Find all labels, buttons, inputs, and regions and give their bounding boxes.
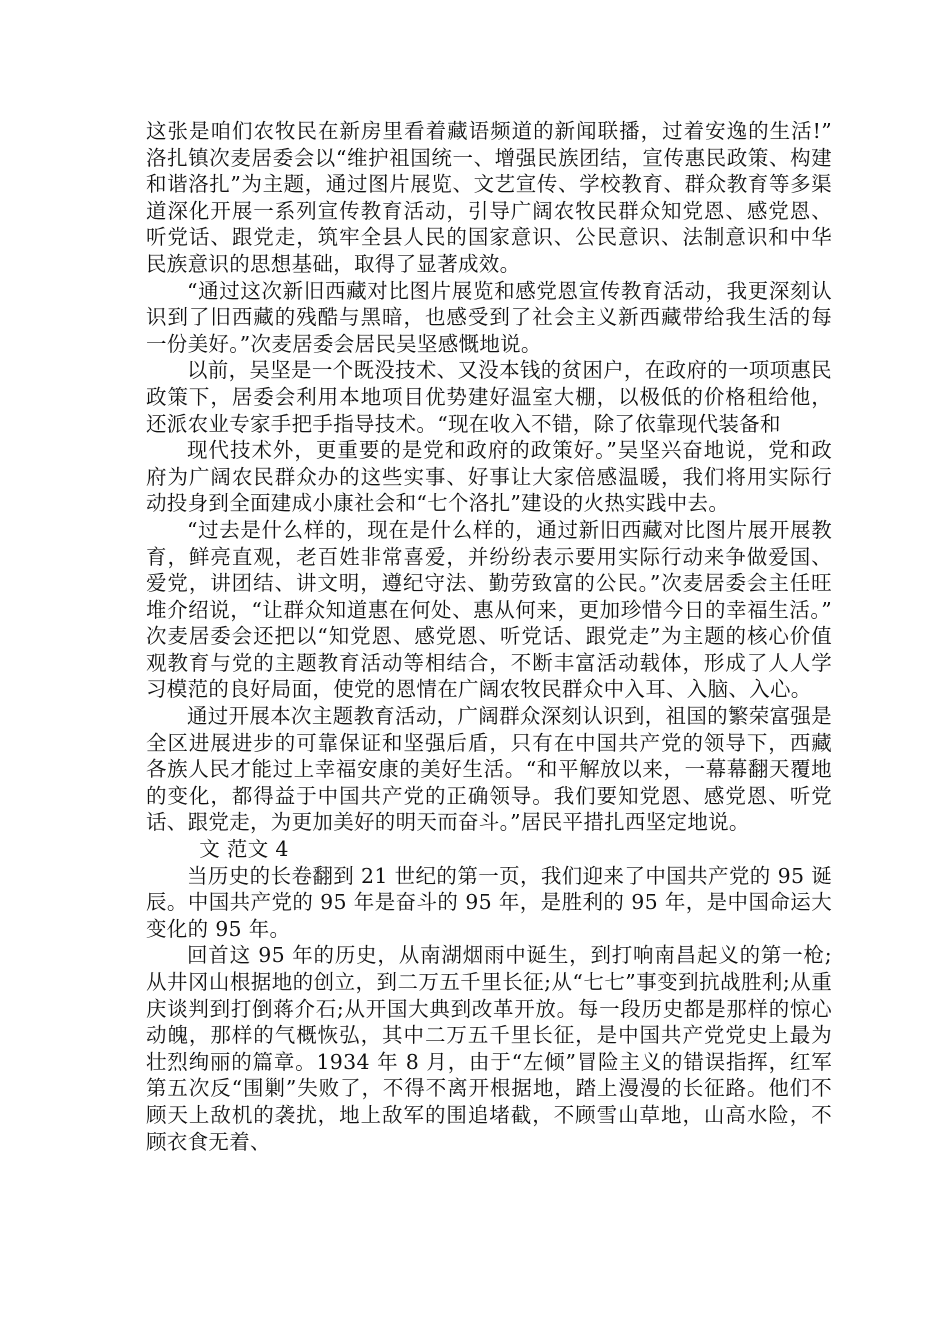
document-page <box>146 118 832 1155</box>
paragraph-3: 以前，吴坚是一个既没技术、又没本钱的贫困户，在政府的一项项惠民政策下，居委会利用本地项目优势建好温室大棚，以极低的价格租给他，还派农业专家手把手指导技术。“现在收入不错，除了依靠现代装备和 <box>146 358 832 436</box>
paragraph-8: 回首这 95 年的历史，从南湖烟雨中诞生，到打响南昌起义的第一枪;从井冈山根据地的创立，到二万五千里长征;从“七七”事变到抗战胜利;从重庆谈判到打倒蒋介石;从开国大典到改革开放。每一段历史都是那样的惊心动魄，那样的气概恢弘，其中二万五千里长征，是中国共产党党史上最为壮烈绚丽的篇章。1934 年 8 月，由于“左倾”冒险主义的错误指挥，红军第五次反“围剿”失败了，不得不离开根据地，踏上漫漫的长征路。他们不顾天上敌机的袭扰，地上敌军的围追堵截，不顾雪山草地，山高水险，不顾衣食无着、 <box>146 943 832 1154</box>
paragraph-4: 现代技术外，更重要的是党和政府的政策好。”吴坚兴奋地说，党和政府为广阔农民群众办的这些实事、好事让大家倍感温暖，我们将用实际行动投身到全面建成小康社会和“七个洛扎”建设的火热实践中去。 <box>146 438 832 516</box>
paragraph-2: “通过这次新旧西藏对比图片展览和感党恩宣传教育活动，我更深刻认识到了旧西藏的残酷与黑暗，也感受到了社会主义新西藏带给我生活的每一份美好。”次麦居委会居民吴坚感慨地说。 <box>146 278 832 356</box>
paragraph-6: 通过开展本次主题教育活动，广阔群众深刻认识到，祖国的繁荣富强是全区进展进步的可靠保证和坚强后盾，只有在中国共产党的领导下，西藏各族人民才能过上幸福安康的美好生活。“和平解放以来，一幕幕翻天覆地的变化，都得益于中国共产党的正确领导。我们要知党恩、感党恩、听党话、跟党走，为更加美好的明天而奋斗。”居民平措扎西坚定地说。 <box>146 704 832 835</box>
paragraph-5: “过去是什么样的，现在是什么样的，通过新旧西藏对比图片展开展教育，鲜亮直观，老百姓非常喜爱，并纷纷表示要用实际行动来争做爱国、爱党，讲团结、讲文明，遵纪守法、勤劳致富的公民。”次麦居委会主任旺堆介绍说，“让群众知道惠在何处、惠从何来，更加珍惜今日的幸福生活。” 次麦居委会还把以“知党恩、感党恩、听党话、跟党走”为主题的核心价值观教育与党的主题教育活动等相结合，不断丰富活动载体，形成了人人学习模范的良好局面，使党的恩情在广阔农牧民群众中入耳、入脑、入心。 <box>146 517 832 702</box>
paragraph-1: 这张是咱们农牧民在新房里看着藏语频道的新闻联播，过着安逸的生活!” 洛扎镇次麦居委会以“维护祖国统一、增强民族团结，宣传惠民政策、构建和谐洛扎”为主题，通过图片展览、文艺宣传、学校教育、群众教育等多渠道深化开展一系列宣传教育活动，引导广阔农牧民群众知党恩、感党恩、听党话、跟党走，筑牢全县人民的国家意识、公民意识、法制意识和中华民族意识的思想基础，取得了显著成效。 <box>146 119 832 276</box>
section-heading: 文 范文 4 <box>199 837 289 862</box>
paragraph-7: 当历史的长卷翻到 21 世纪的第一页，我们迎来了中国共产党的 95 诞辰。中国共产党的 95 年是奋斗的 95 年，是胜利的 95 年，是中国命运大变化的 95 年。 <box>146 863 832 941</box>
